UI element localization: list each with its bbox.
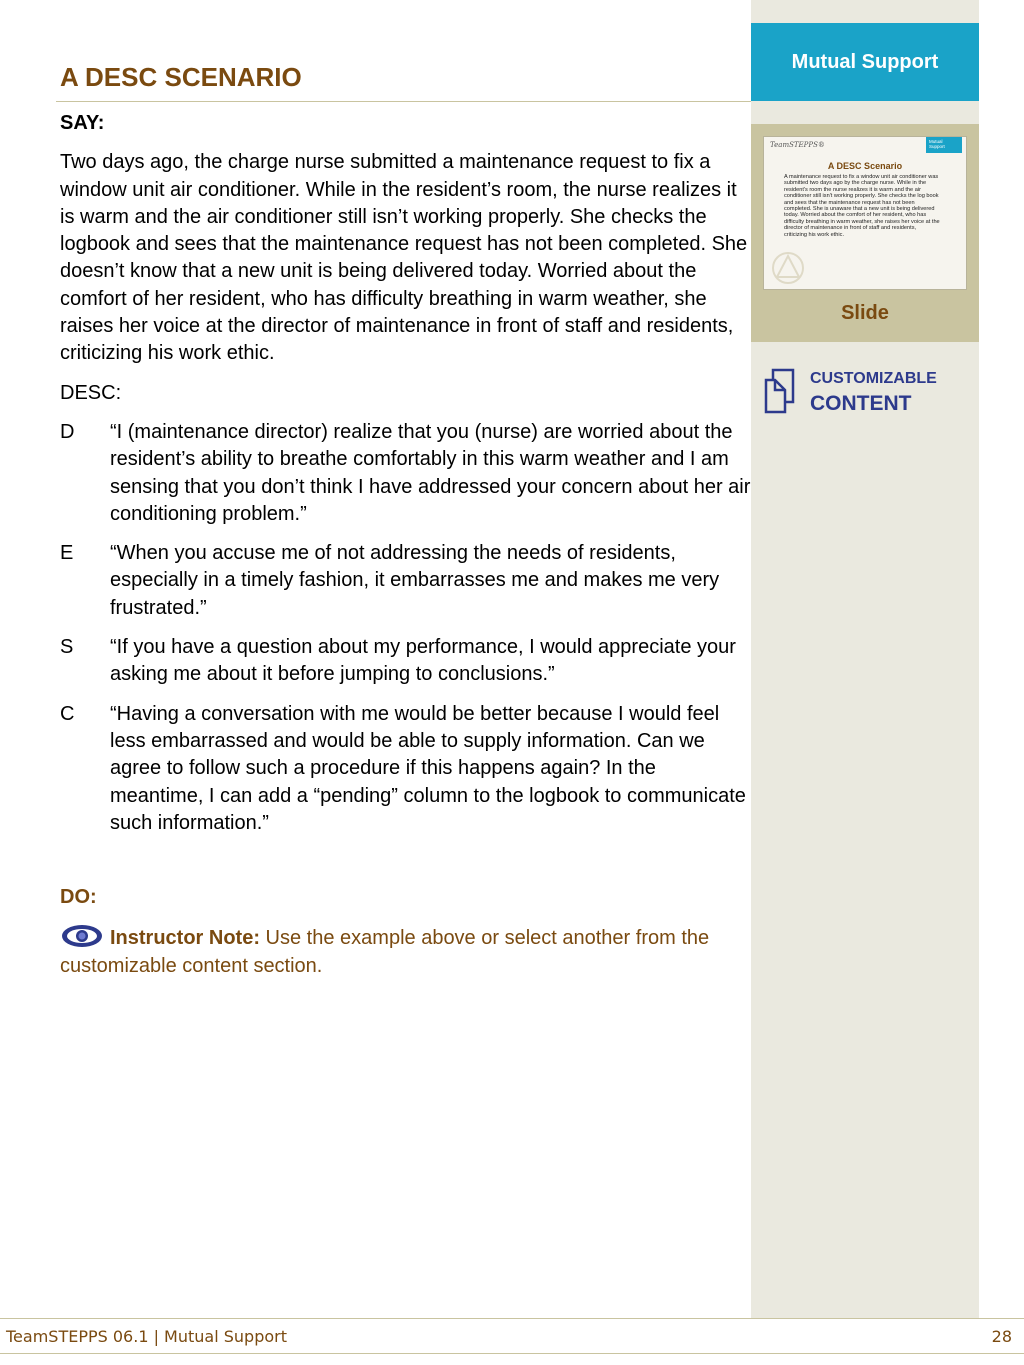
page-number: 28: [991, 1327, 1012, 1346]
footer-title: TeamSTEPPS 06.1 | Mutual Support: [6, 1327, 287, 1346]
desc-letter: E: [60, 542, 74, 565]
instructor-note-label: Instructor Note:: [110, 927, 260, 950]
desc-text: “When you accuse me of not addressing the needs of residents, especially in a timely fashion, it embarrasses me and makes me very frustrated.”: [110, 542, 720, 619]
desc-text: “I (maintenance director) realize that you (nurse) are worried about the resident’s ability to breathe comfortably in this warm weather and I am sensing that you don’t think I have addressed your concern about her air conditioning problem.”: [110, 420, 751, 525]
teamstepps-logo-icon: [768, 251, 808, 285]
desc-item-c: [60, 701, 752, 837]
desc-letter: S: [60, 636, 74, 659]
customizable-label: CUSTOMIZABLE: [810, 370, 937, 387]
slide-panel: [751, 124, 979, 342]
do-label: DO:: [60, 886, 97, 909]
slide-label: Slide: [841, 302, 889, 324]
desc-letter: D: [60, 420, 75, 443]
desc-label: DESC:: [60, 381, 122, 404]
desc-letter: C: [60, 702, 75, 725]
desc-item-s: [60, 634, 752, 689]
eye-icon: [60, 923, 104, 949]
desc-item-d: [60, 419, 752, 528]
slide-section-tab: Mutual Support: [926, 137, 962, 153]
desc-text: “Having a conversation with me would be better because I would feel less embarrassed and would be able to supply information. Can we agree to follow such a procedure if this happens again? In the meantime, I can add a “pending” column to the logbook to communicate such information.”: [110, 702, 746, 834]
content-label: CONTENT: [810, 392, 912, 415]
desc-item-e: [60, 540, 752, 622]
section-tab-label: Mutual Support: [791, 50, 939, 73]
documents-icon: [763, 368, 797, 414]
desc-text: “If you have a question about my performance, I would appreciate your asking me about it before jumping to conclusions.”: [110, 636, 736, 686]
say-label: SAY:: [60, 112, 105, 134]
main-content: [60, 110, 752, 980]
instructor-note-text: Use the example above or select another from the customizable content section.: [60, 927, 710, 977]
section-tab: [751, 23, 979, 101]
page-title: A DESC SCENARIO: [60, 62, 302, 92]
slide-body: A maintenance request to fix a window unit air conditioner was submitted two days ago by the charge nurse. While in the resident's room the nurse realizes it is warm and the air conditioner still isn't working properly. She checks the log book and sees that the maintenance request has not been completed. She is unaware that a new unit is being delivered today. Worried about the comfort of her resident, who has difficulty breathing in warm weather, she raises her voice at the director of maintenance in front of staff and residents, criticizing his work ethic.: [784, 174, 940, 238]
slide-thumbnail[interactable]: [763, 136, 967, 290]
instructor-note: [60, 923, 752, 980]
say-paragraph: Two days ago, the charge nurse submitted a maintenance request to fix a window unit air conditioner. While in the resident’s room, the nurse realizes it is warm and the air conditioner still isn’t working properly. She checks the logbook and sees that the maintenance request has not been completed. She doesn’t know that a new unit is being delivered today. Worried about the comfort of her resident, who has difficulty breathing in warm weather, she raises her voice at the director of maintenance in front of staff and residents, criticizing his work ethic.: [60, 151, 748, 365]
slide-title: A DESC Scenario: [827, 161, 903, 171]
slide-brand: TeamSTEPPS®: [770, 141, 825, 149]
footer-divider-top: [0, 1318, 1024, 1319]
footer-divider-bottom: [0, 1353, 1024, 1354]
title-divider: [56, 101, 751, 102]
